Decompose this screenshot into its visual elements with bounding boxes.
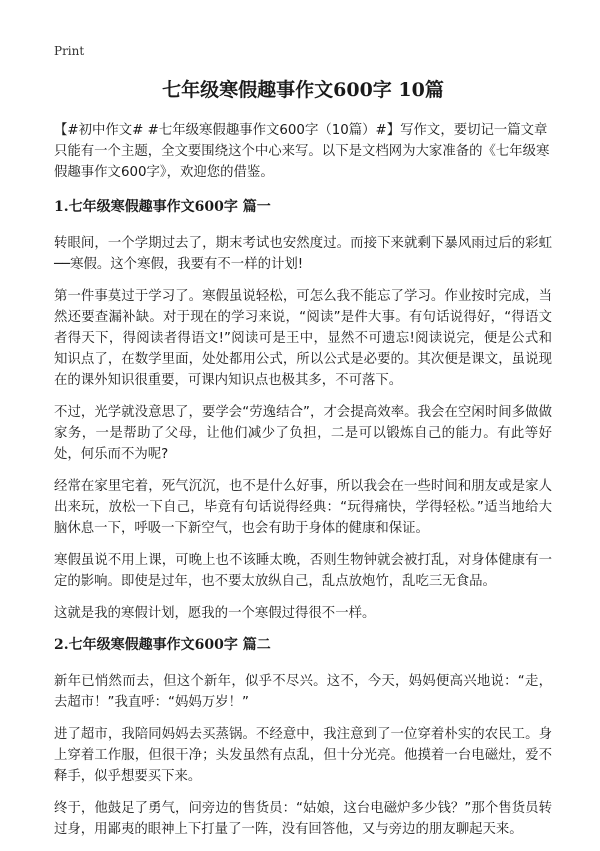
paragraph: 不过，光学就没意思了，要学会“劳逸结合”，才会提高效率。我会在空闲时间多做做家务，一是帮助了父母，让他们减少了负担，二是可以锻炼自己的能力。有此等好处，何乐而不为呢? <box>54 405 552 462</box>
document-page <box>54 78 552 851</box>
paragraph: 经常在家里宅着，死气沉沉，也不是什么好事，所以我会在一些时间和朋友或是家人出来玩，放松一下自己，毕竟有句话说得经典：“玩得痛快，学得轻松。”适当地给大脑休息一下，呼吸一下新空气，也会有助于身体的健康和保证。 <box>54 479 552 536</box>
page-title: 七年级寒假趣事作文600字 10篇 <box>162 79 444 101</box>
intro-paragraph: 【#初中作文# #七年级寒假趣事作文600字（10篇）#】写作文，要切记一篇文章只能有一个主题，全文要围绕这个中心来写。以下是文档网为大家准备的《七年级寒假趣事作文600字》，欢迎您的借鉴。 <box>54 123 550 180</box>
paragraph: 第一件事莫过于学习了。寒假虽说轻松，可怎么我不能忘了学习。作业按时完成，当然还要查漏补缺。对于现在的学习来说，“阅读”是件大事。有句话说得好，“得语文者得天下，得阅读者得语文!”阅读可是王中，显然不可遗忘!阅读说完，便是公式和知识点了，在数学里面，处处都用公式，所以公式是必要的。其次便是课文，虽说现在的课外知识很重要，可课内知识点也极其多，不可落下。 <box>54 289 552 388</box>
print-label[interactable]: Print <box>54 44 85 58</box>
paragraph: 寒假虽说不用上课，可晚上也不该睡太晚，否则生物钟就会被打乱，对身体健康有一定的影响。即使是过年，也不要太放纵自己，乱点放炮竹，乱吃三无食品。 <box>54 553 552 589</box>
section-heading-2: 2.七年级寒假趣事作文600字 篇二 <box>54 637 271 653</box>
paragraph: 新年已悄然而去，但这个新年，似乎不尽兴。这不，今天，妈妈便高兴地说：“走，去超市！”我直呼：“妈妈万岁！” <box>54 674 552 710</box>
section-heading-1: 1.七年级寒假趣事作文600字 篇一 <box>54 199 271 215</box>
paragraph: 进了超市，我陪同妈妈去买蒸锅。不经意中，我注意到了一位穿着朴实的农民工。身上穿着工作服，但很干净；头发虽然有点乱，但十分光亮。他摸着一台电磁灶，爱不释手，似乎想要买下来。 <box>54 727 552 784</box>
paragraph: 转眼间，一个学期过去了，期末考试也安然度过。而接下来就剩下暴风雨过后的彩虹──寒假。这个寒假，我要有不一样的计划! <box>54 236 552 272</box>
paragraph: 这就是我的寒假计划，愿我的一个寒假过得很不一样。 <box>54 606 376 621</box>
paragraph: 终于，他鼓足了勇气，问旁边的售货员：“姑娘，这台电磁炉多少钱？”那个售货员转过身，用鄙夷的眼神上下打量了一阵，没有回答他，又与旁边的朋友聊起天来。 <box>54 801 552 837</box>
